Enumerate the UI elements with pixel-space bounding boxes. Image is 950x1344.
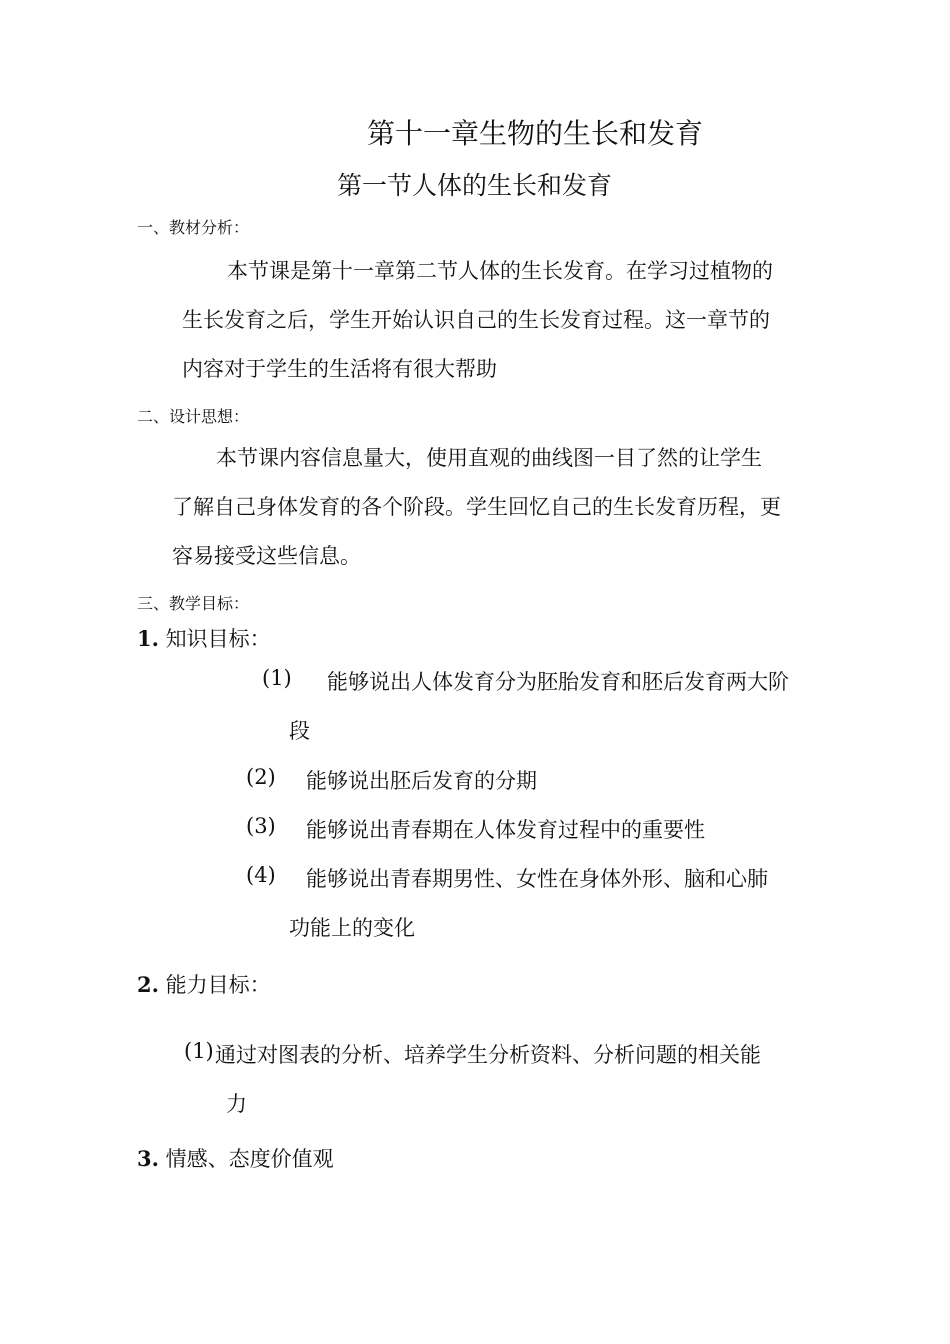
section-title: 第一节人体的生长和发育 <box>337 171 613 200</box>
design-line-3: 容易接受这些信息。 <box>172 544 361 568</box>
ability-goal-label: 能力目标： <box>165 973 271 997</box>
chapter-title: 第十一章生物的生长和发育 <box>367 117 704 150</box>
design-heading: 二、设计思想： <box>137 407 250 426</box>
knowledge-goal-heading: 1. 知识目标： <box>137 626 271 651</box>
ability-item-1-line-1: 通过对图表的分析、培养学生分析资料、分析问题的相关能 <box>215 1043 761 1067</box>
knowledge-item-4-line-2: 功能上的变化 <box>289 916 415 940</box>
knowledge-item-3-line-1: 能够说出青春期在人体发育过程中的重要性 <box>306 818 705 842</box>
analysis-line-3: 内容对于学生的生活将有很大帮助 <box>182 357 497 381</box>
analysis-line-1: 本节课是第十一章第二节人体的生长发育。在学习过植物的 <box>227 259 773 283</box>
design-line-1: 本节课内容信息量大，使用直观的曲线图一目了然的让学生 <box>216 446 762 470</box>
knowledge-item-1-marker: (1) <box>262 666 292 690</box>
goals-heading: 三、教学目标： <box>137 594 250 613</box>
emotion-goal-number: 3 <box>137 1146 152 1171</box>
knowledge-item-1-line-1: 能够说出人体发育分为胚胎发育和胚后发育两大阶 <box>327 670 789 694</box>
knowledge-item-2-marker: (2) <box>246 765 276 789</box>
ability-goal-heading: 2. 能力目标： <box>137 972 271 997</box>
emotion-goal-label: 情感、态度价值观 <box>165 1147 334 1171</box>
ability-item-1-marker: (1) <box>184 1039 214 1063</box>
emotion-goal-heading: 3. 情感、态度价值观 <box>137 1146 334 1171</box>
ability-goal-number: 2 <box>137 972 152 997</box>
analysis-line-2: 生长发育之后，学生开始认识自己的生长发育过程。这一章节的 <box>182 308 770 332</box>
knowledge-item-4-marker: (4) <box>246 863 276 887</box>
analysis-heading: 一、教材分析： <box>137 218 250 237</box>
knowledge-item-1-line-2: 段 <box>289 719 310 743</box>
knowledge-goal-number: 1 <box>137 626 152 651</box>
ability-item-1-line-2: 力 <box>226 1092 247 1116</box>
knowledge-item-3-marker: (3) <box>246 814 276 838</box>
knowledge-goal-label: 知识目标： <box>165 627 271 651</box>
design-line-2: 了解自己身体发育的各个阶段。学生回忆自己的生长发育历程，更 <box>172 495 781 519</box>
knowledge-item-4-line-1: 能够说出青春期男性、女性在身体外形、脑和心肺 <box>306 867 768 891</box>
knowledge-item-2-line-1: 能够说出胚后发育的分期 <box>306 769 537 793</box>
